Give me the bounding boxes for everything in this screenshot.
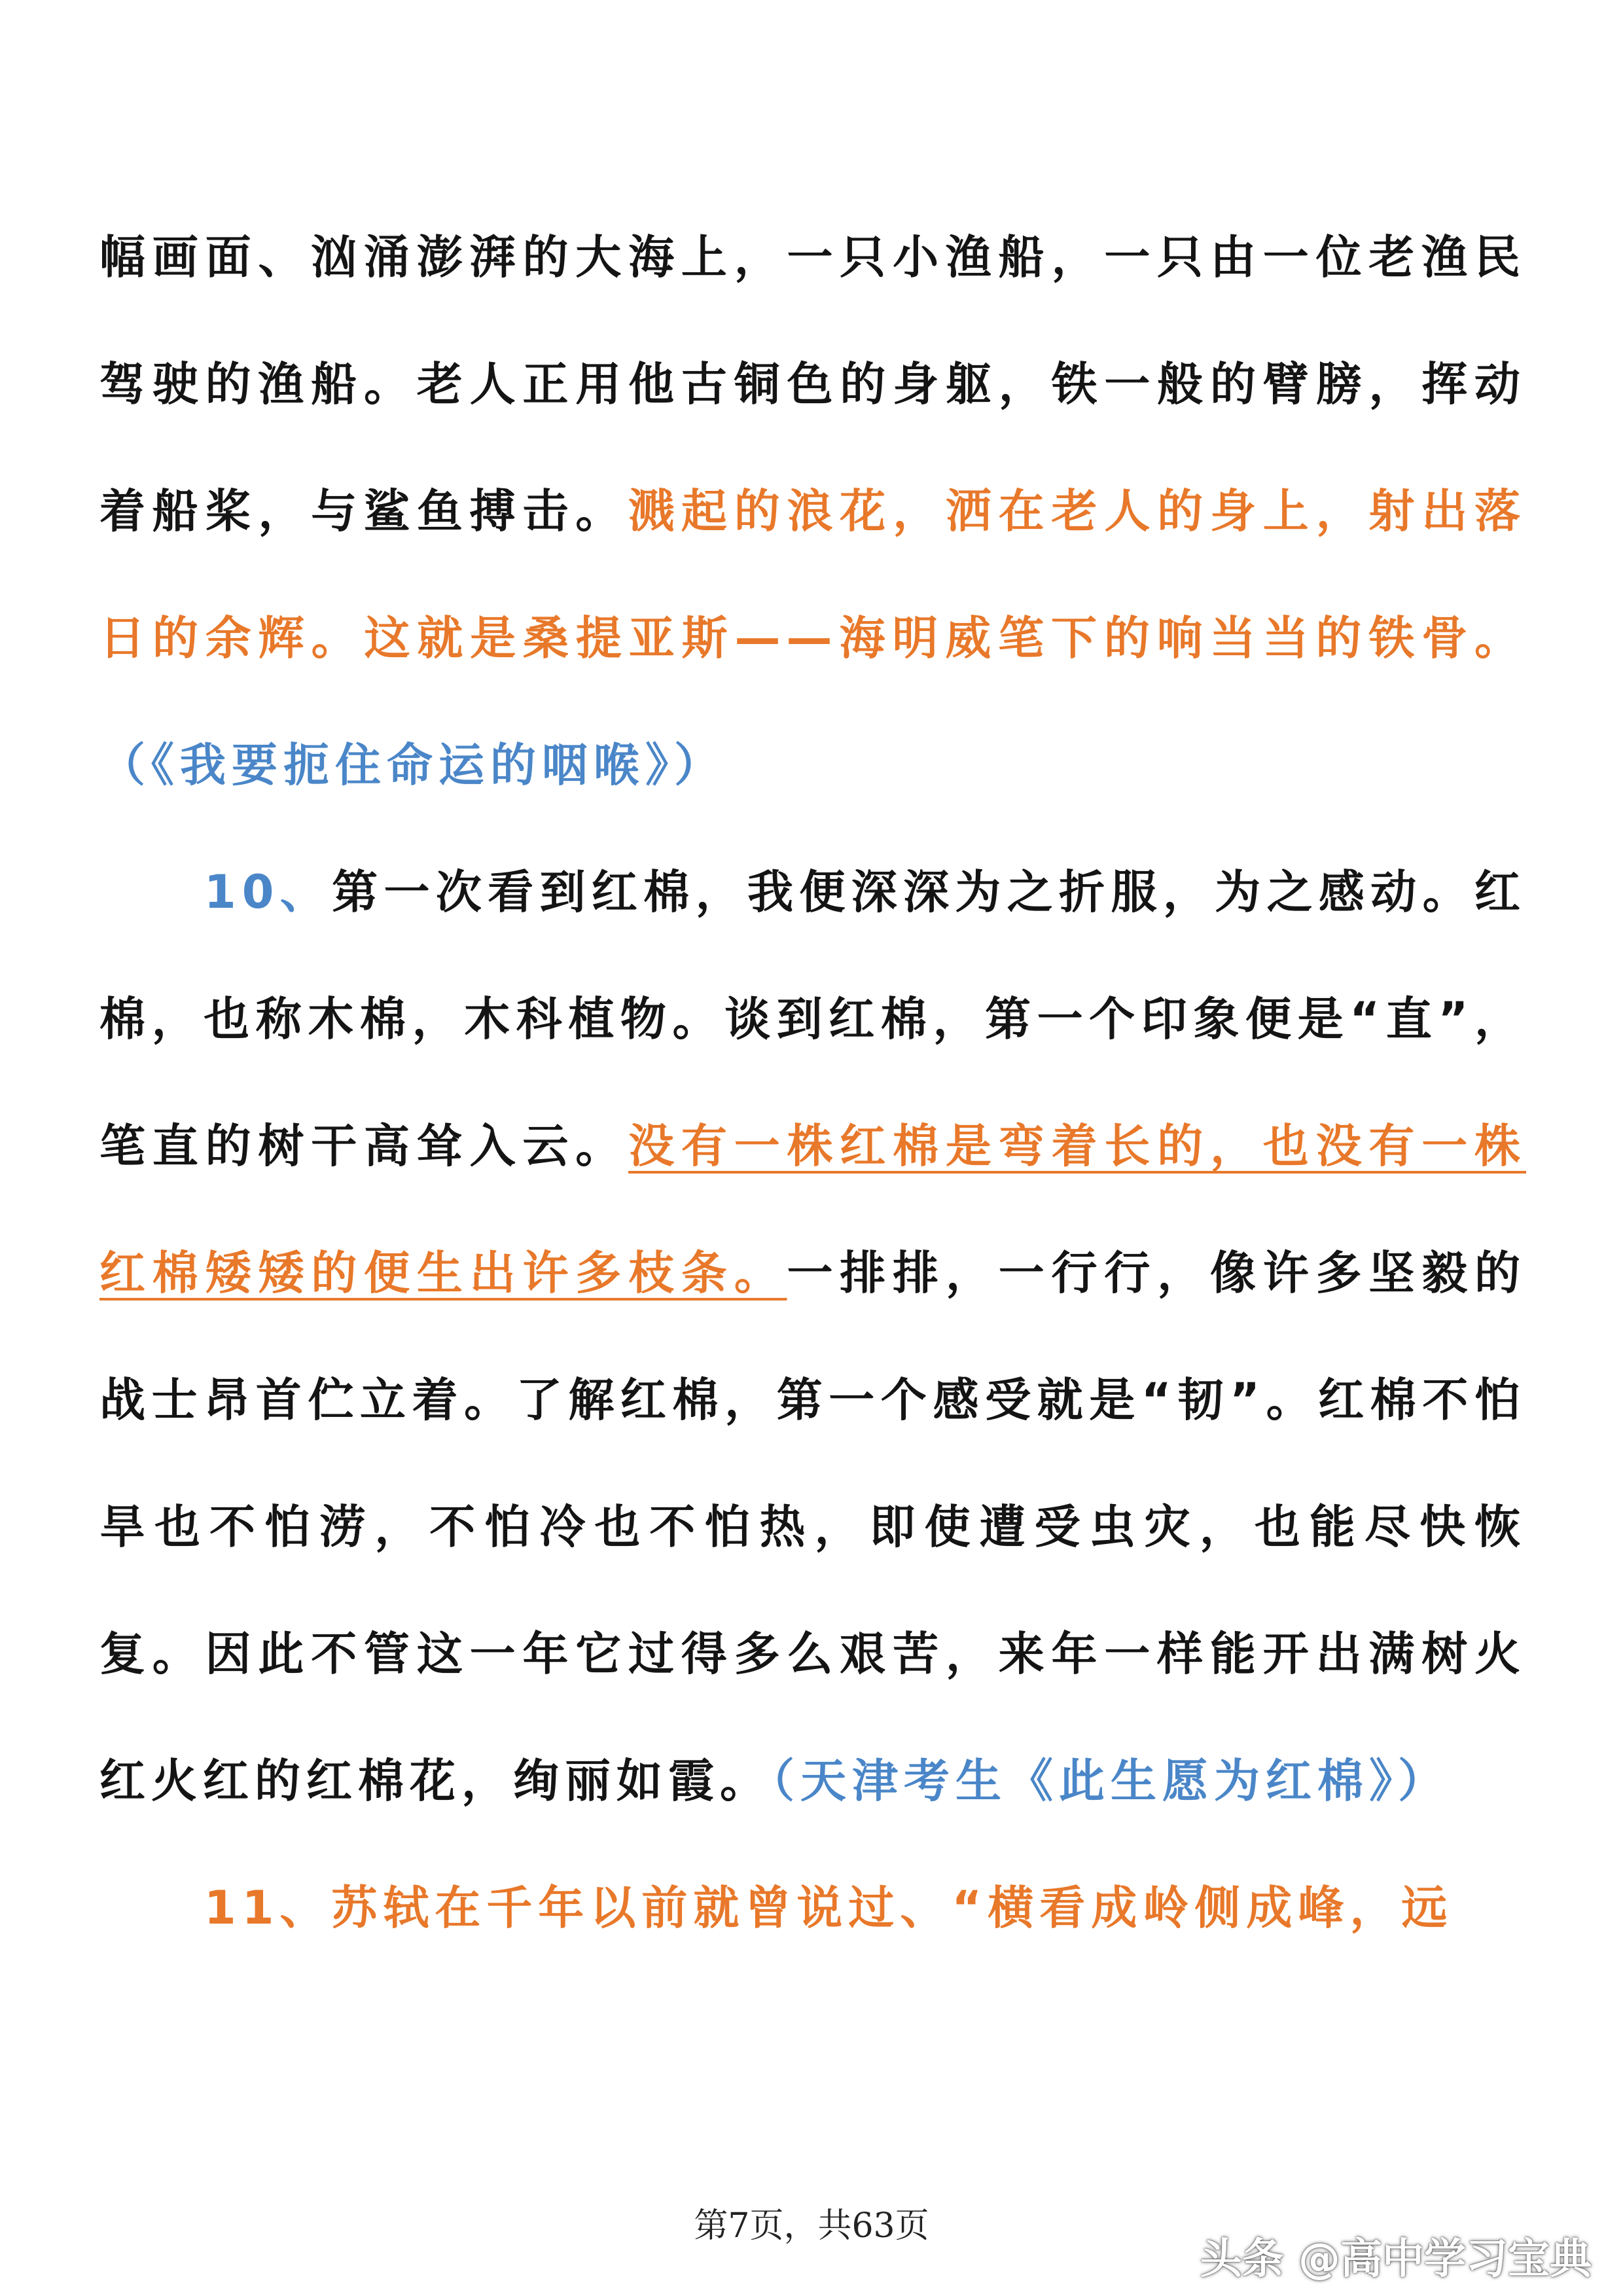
source-citation: （天津考生《此生愿为红棉》） xyxy=(772,1754,1450,1808)
body-text xyxy=(99,194,1526,1971)
text-segment: 一排排，一行行，像许多坚毅的战士昂首伫立着。了解红棉，第一个感受就是“韧”。红棉不怕旱也不怕涝，不怕冷也不怕热，即使遭受虫灾，也能尽快恢复。因此不管这一年它过得多么艰苦，来年一样能开出满树火红火红的红棉花，绚丽如霞。 xyxy=(99,1246,1526,1808)
paragraph-10 xyxy=(99,829,1526,1844)
highlight-sentence: 溅起的浪花，洒在老人的身上，射出落日的余辉。这就是桑提亚斯——海明威笔下的响当当的铁骨。 xyxy=(99,484,1527,665)
paragraph-continuation xyxy=(99,194,1526,829)
watermark: 头条 @高中学习宝典 xyxy=(1200,2235,1592,2284)
item-number: 10、 xyxy=(204,865,332,919)
source-citation: （《我要扼住命运的咽喉》） xyxy=(99,738,726,792)
text-segment: 第一次看到红棉，我便深深为之折服，为之感动。红棉，也称木棉，木科植物。谈到红棉，第一个印象便是“直”，笔直的树干高耸入云。 xyxy=(99,865,1527,1173)
underlined-highlight: 没有一株红棉是弯着长的，也没有一株红棉矮矮的便生出许多枝条。 xyxy=(99,1119,1527,1300)
text-segment: 11、苏轼在千年以前就曾说过、“横看成岭侧成峰，远 xyxy=(204,1881,1454,1935)
text-segment: 幅画面、汹涌澎湃的大海上，一只小渔船，一只由一位老渔民驾驶的渔船。老人正用他古铜色的身躯，铁一般的臂膀，挥动着船桨，与鲨鱼搏击。 xyxy=(99,230,1526,538)
paragraph-11 xyxy=(99,1844,1526,1971)
page-number: 第7页，共63页 xyxy=(694,2206,929,2246)
